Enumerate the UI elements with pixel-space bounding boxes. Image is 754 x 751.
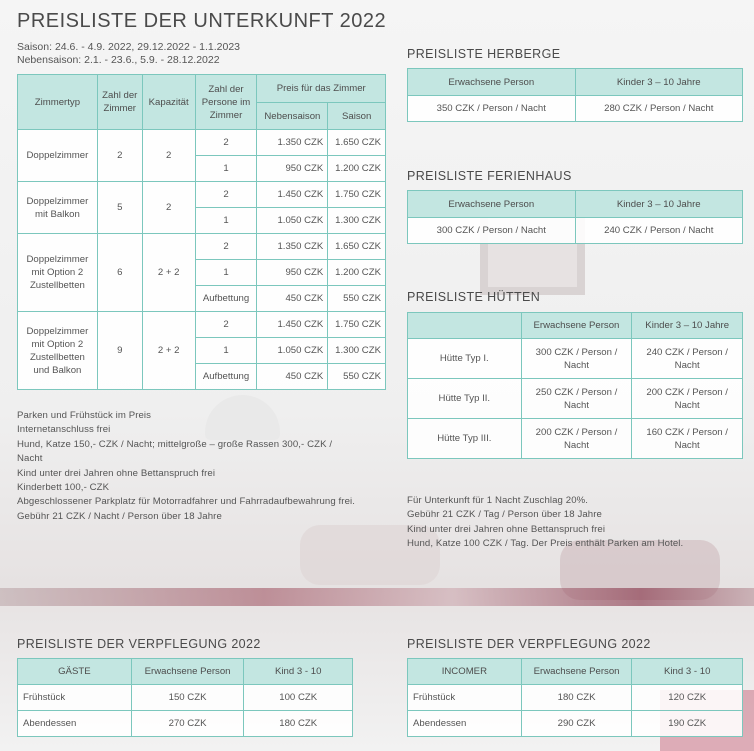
- child-price: 190 CZK: [632, 711, 743, 737]
- note-line: Hund, Katze 150,- CZK / Nacht; mittelgroße – große Rassen 300,- CZK / Nacht: [17, 438, 333, 465]
- header-adult: Erwachsene Person: [408, 69, 576, 96]
- child-price: 240 CZK / Person / Nacht: [575, 218, 742, 244]
- season-price: 1.650 CZK: [328, 234, 386, 260]
- table-row: [408, 379, 743, 419]
- season-dates: [17, 41, 240, 67]
- persons-cell: 2: [195, 130, 257, 156]
- off-season-price: 1.050 CZK: [257, 208, 328, 234]
- food-guests-title: PREISLISTE DER VERPFLEGUNG 2022: [17, 637, 261, 651]
- persons-cell: 2: [195, 182, 257, 208]
- header-season: Saison: [328, 103, 386, 130]
- persons-cell: 2: [195, 234, 257, 260]
- adult-price: 350 CZK / Person / Nacht: [408, 96, 576, 122]
- note-line: Hund, Katze 100 CZK / Tag. Der Preis enthält Parken am Hotel.: [407, 538, 684, 550]
- header-child: Kinder 3 – 10 Jahre: [632, 313, 743, 339]
- table-row: [408, 96, 743, 122]
- huetten-title: PREISLISTE HÜTTEN: [407, 290, 541, 304]
- season-price: 550 CZK: [328, 286, 386, 312]
- adult-price: 290 CZK: [521, 711, 632, 737]
- header-adult: Erwachsene Person: [131, 659, 244, 685]
- food-guests-table: [17, 658, 353, 737]
- table-row: [408, 419, 743, 459]
- header-persons: Zahl der Persone im Zimmer: [195, 75, 257, 130]
- persons-cell: Aufbettung: [195, 286, 257, 312]
- room-count-cell: 9: [97, 312, 142, 390]
- hut-type: Hütte Typ III.: [408, 419, 522, 459]
- food-incomer-title: PREISLISTE DER VERPFLEGUNG 2022: [407, 637, 651, 651]
- capacity-cell: 2 + 2: [142, 234, 195, 312]
- room-notes: [17, 409, 357, 524]
- season-price: 1.200 CZK: [328, 156, 386, 182]
- table-row: [18, 312, 386, 338]
- header-adult: Erwachsene Person: [408, 191, 576, 218]
- child-price: 120 CZK: [632, 685, 743, 711]
- note-line: Parken und Frühstück im Preis: [17, 410, 152, 421]
- header-child: Kinder 3 – 10 Jahre: [575, 69, 742, 96]
- adult-price: 300 CZK / Person / Nacht: [521, 339, 632, 379]
- capacity-cell: 2: [142, 182, 195, 234]
- header-room-count: Zahl der Zimmer: [97, 75, 142, 130]
- note-line: Gebühr 21 CZK / Nacht / Person über 18 Jahre: [17, 510, 222, 522]
- table-row: [18, 234, 386, 260]
- off-season-price: 1.350 CZK: [257, 234, 328, 260]
- season-price: 1.750 CZK: [328, 182, 386, 208]
- season-price: 1.300 CZK: [328, 338, 386, 364]
- huetten-table: [407, 312, 743, 459]
- season-price: 1.300 CZK: [328, 208, 386, 234]
- room-type-cell: Doppelzimmer: [18, 130, 98, 182]
- off-season-line: Nebensaison: 2.1. - 23.6., 5.9. - 28.12.2022: [17, 54, 220, 66]
- table-row: [408, 711, 743, 737]
- table-row: [408, 218, 743, 244]
- herberge-table: [407, 68, 743, 122]
- adult-price: 250 CZK / Person / Nacht: [521, 379, 632, 419]
- table-row: [18, 711, 353, 737]
- off-season-price: 1.450 CZK: [257, 182, 328, 208]
- persons-cell: 1: [195, 208, 257, 234]
- ferienhaus-table: [407, 190, 743, 244]
- season-line: Saison: 24.6. - 4.9. 2022, 29.12.2022 - 1.1.2023: [17, 41, 241, 53]
- note-line: Kind unter drei Jahren ohne Bettanspruch frei: [407, 523, 606, 535]
- header-capacity: Kapazität: [142, 75, 195, 130]
- food-incomer-table: [407, 658, 743, 737]
- child-price: 200 CZK / Person / Nacht: [632, 379, 743, 419]
- page-title: PREISLISTE DER UNTERKUNFT 2022: [17, 10, 387, 32]
- ferienhaus-title: PREISLISTE FERIENHAUS: [407, 169, 572, 183]
- room-type-cell: Doppelzimmer mit Option 2 Zustellbetten: [18, 234, 98, 312]
- room-count-cell: 6: [97, 234, 142, 312]
- header-price: Preis für das Zimmer: [257, 75, 386, 103]
- note-line: Kind unter drei Jahren ohne Bettanspruch frei: [17, 467, 216, 479]
- note-line: Kinderbett 100,- CZK: [17, 482, 110, 494]
- persons-cell: 1: [195, 260, 257, 286]
- header-child: Kinder 3 – 10 Jahre: [575, 191, 742, 218]
- child-price: 180 CZK: [244, 711, 353, 737]
- off-season-price: 1.350 CZK: [257, 130, 328, 156]
- note-line: Abgeschlossener Parkplatz für Motorradfahrer und Fahrradaufbewahrung frei.: [17, 496, 356, 508]
- capacity-cell: 2 + 2: [142, 312, 195, 390]
- child-price: 100 CZK: [244, 685, 353, 711]
- table-row: [18, 130, 386, 156]
- adult-price: 200 CZK / Person / Nacht: [521, 419, 632, 459]
- season-price: 1.200 CZK: [328, 260, 386, 286]
- note-line: Gebühr 21 CZK / Tag / Person über 18 Jahre: [407, 509, 602, 521]
- hut-type: Hütte Typ II.: [408, 379, 522, 419]
- room-type-cell: Doppelzimmer mit Balkon: [18, 182, 98, 234]
- room-count-cell: 2: [97, 130, 142, 182]
- table-row: [408, 339, 743, 379]
- header-child: Kind 3 - 10: [244, 659, 353, 685]
- off-season-price: 1.050 CZK: [257, 338, 328, 364]
- child-price: 160 CZK / Person / Nacht: [632, 419, 743, 459]
- header-guests: GÄSTE: [18, 659, 132, 685]
- note-line: Für Unterkunft für 1 Nacht Zuschlag 20%.: [407, 495, 589, 506]
- adult-price: 270 CZK: [131, 711, 244, 737]
- off-season-price: 1.450 CZK: [257, 312, 328, 338]
- meal-name: Abendessen: [18, 711, 132, 737]
- adult-price: 300 CZK / Person / Nacht: [408, 218, 576, 244]
- header-child: Kind 3 - 10: [632, 659, 743, 685]
- table-row: [18, 182, 386, 208]
- meal-name: Abendessen: [408, 711, 522, 737]
- season-price: 550 CZK: [328, 364, 386, 390]
- meal-name: Frühstück: [18, 685, 132, 711]
- table-row: [18, 685, 353, 711]
- adult-price: 180 CZK: [521, 685, 632, 711]
- season-price: 1.750 CZK: [328, 312, 386, 338]
- season-price: 1.650 CZK: [328, 130, 386, 156]
- persons-cell: 1: [195, 338, 257, 364]
- header-adult: Erwachsene Person: [521, 659, 632, 685]
- table-row: [408, 685, 743, 711]
- header-room-type: Zimmertyp: [18, 75, 98, 130]
- capacity-cell: 2: [142, 130, 195, 182]
- room-price-table: [17, 74, 386, 390]
- header-off-season: Nebensaison: [257, 103, 328, 130]
- meal-name: Frühstück: [408, 685, 522, 711]
- child-price: 240 CZK / Person / Nacht: [632, 339, 743, 379]
- off-season-price: 450 CZK: [257, 286, 328, 312]
- header-adult: Erwachsene Person: [521, 313, 632, 339]
- header-hut-type: [408, 313, 522, 339]
- persons-cell: 1: [195, 156, 257, 182]
- herberge-title: PREISLISTE HERBERGE: [407, 47, 561, 61]
- off-season-price: 450 CZK: [257, 364, 328, 390]
- header-incomer: INCOMER: [408, 659, 522, 685]
- off-season-price: 950 CZK: [257, 156, 328, 182]
- adult-price: 150 CZK: [131, 685, 244, 711]
- hut-type: Hütte Typ I.: [408, 339, 522, 379]
- persons-cell: Aufbettung: [195, 364, 257, 390]
- off-season-price: 950 CZK: [257, 260, 328, 286]
- room-type-cell: Doppelzimmer mit Option 2 Zustellbetten und Balkon: [18, 312, 98, 390]
- lodging-notes: [407, 494, 747, 552]
- room-count-cell: 5: [97, 182, 142, 234]
- child-price: 280 CZK / Person / Nacht: [575, 96, 742, 122]
- persons-cell: 2: [195, 312, 257, 338]
- note-line: Internetanschluss frei: [17, 424, 111, 436]
